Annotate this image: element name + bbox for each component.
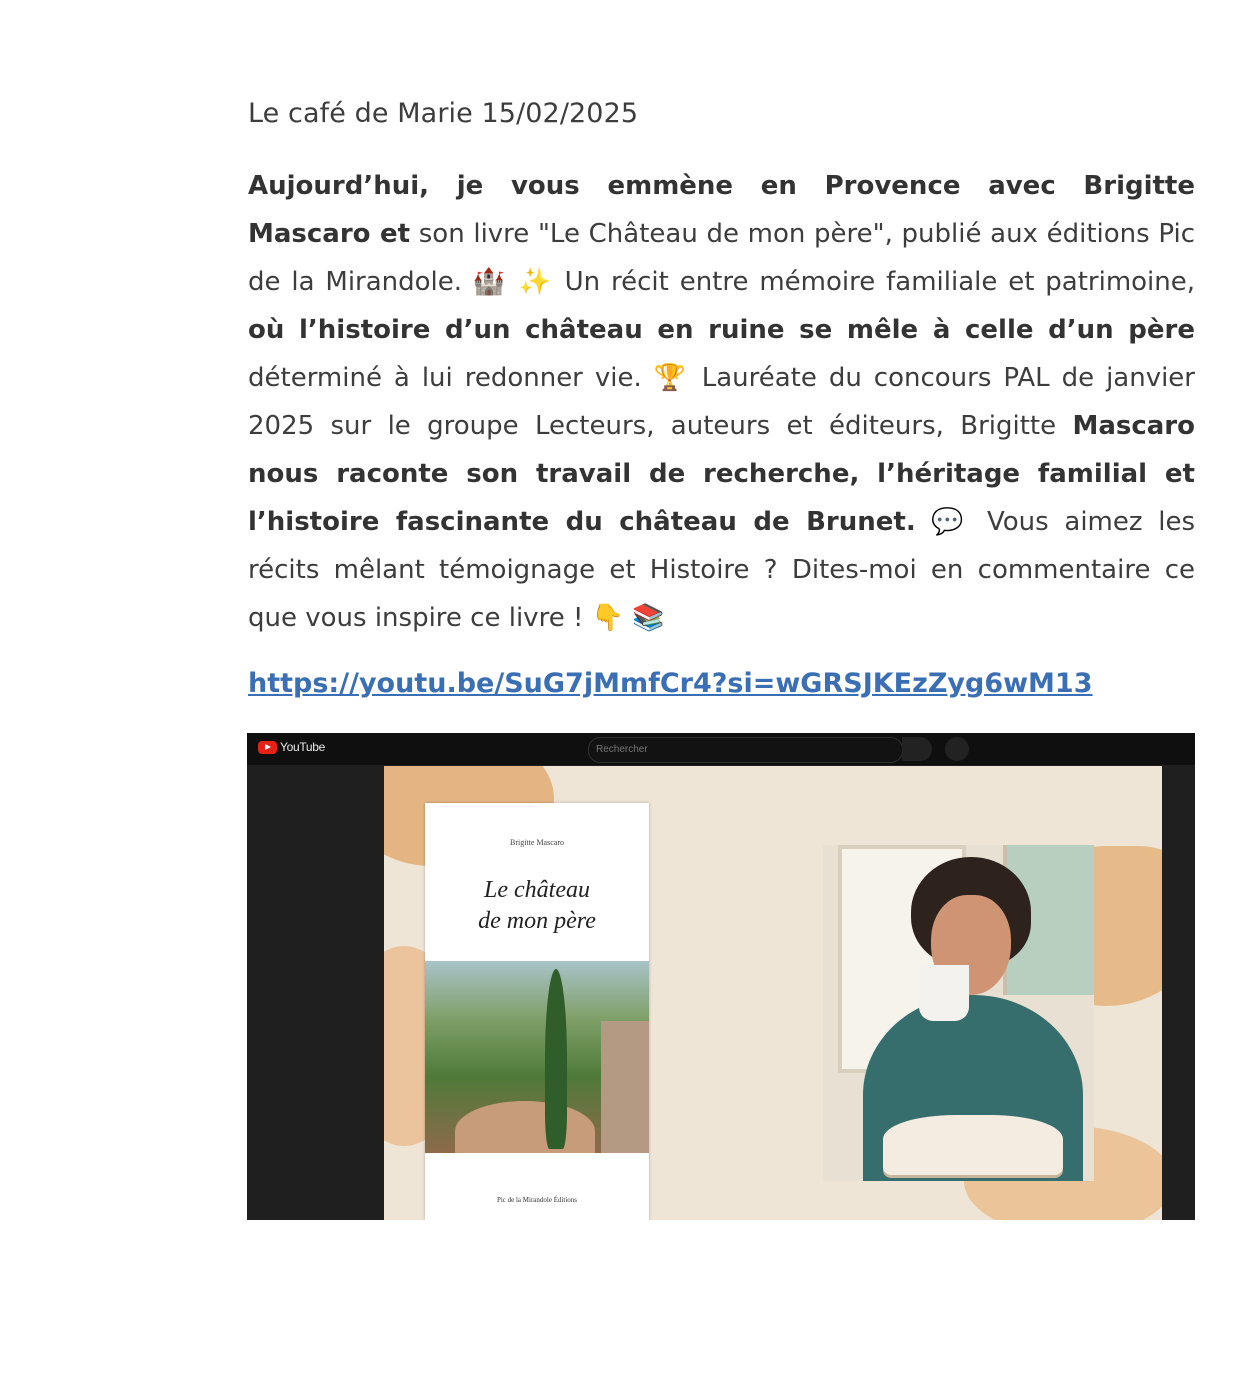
garden-path	[455, 1101, 595, 1153]
trophy-icon: 🏆	[653, 363, 690, 393]
book-publisher: Pic de la Mirandole Éditions	[496, 1196, 578, 1204]
search-input[interactable]: Rechercher	[588, 737, 903, 763]
books-icon: 📚	[632, 603, 665, 633]
book-title	[425, 875, 649, 937]
microphone-icon[interactable]	[945, 737, 969, 761]
book-author: Brigitte Mascaro	[510, 838, 564, 847]
castle-icon: 🏰	[472, 267, 508, 297]
text-segment-2: Un récit entre mémoire familiale et patrimoine,	[553, 267, 1196, 297]
reading-woman-illustration	[823, 845, 1094, 1181]
post-title: Le café de Marie 15/02/2025	[248, 98, 639, 129]
video-screenshot[interactable]	[247, 733, 1195, 1220]
youtube-link[interactable]: https://youtu.be/SuG7jMmfCr4?si=wGRSJKEzZyg6wM13	[248, 668, 1093, 699]
book-title-line1: Le château	[484, 877, 590, 903]
text-segment-4: Lauréate du concours PAL de janvier 2025 sur le groupe Lecteurs, auteurs et éditeurs, Brigitte	[248, 363, 1195, 441]
youtube-topbar	[247, 733, 1195, 765]
article-body	[248, 162, 1195, 642]
text-segment-1: son livre "Le Château de mon père", publié aux éditions Pic de la Mirandole.	[248, 219, 1195, 297]
speech-bubble-icon: 💬	[931, 507, 972, 537]
search-icon[interactable]	[902, 737, 932, 761]
bold-segment-2: où l’histoire d’un château en ruine se mêle à celle d’un père	[248, 315, 1195, 345]
cypress-tree	[545, 969, 567, 1149]
cover-landscape-image	[425, 961, 649, 1153]
sparkles-icon: ✨	[518, 267, 554, 297]
bold-intro: Aujourd’hui, je vous emmène en Provence avec Brigitte Mascaro et	[248, 171, 1195, 249]
youtube-logo-icon	[258, 741, 277, 754]
video-frame	[384, 766, 1162, 1220]
bold-segment-3: Mascaro nous raconte son travail de recherche, l’héritage familial et l’histoire fascinante du château de Brunet.	[248, 411, 1195, 537]
pointing-down-icon: 👇	[591, 603, 625, 633]
text-segment-5: Vous aimez les récits mêlant témoignage et Histoire ? Dites-moi en commentaire ce que vous inspire ce livre !	[248, 507, 1195, 633]
book-cover	[425, 803, 649, 1220]
open-book	[883, 1115, 1063, 1175]
stone-house	[601, 1021, 649, 1153]
book-title-line2: de mon père	[478, 908, 596, 934]
text-segment-3: déterminé à lui redonner vie.	[248, 363, 654, 393]
coffee-cup	[919, 965, 969, 1021]
youtube-wordmark: YouTube	[280, 740, 326, 754]
